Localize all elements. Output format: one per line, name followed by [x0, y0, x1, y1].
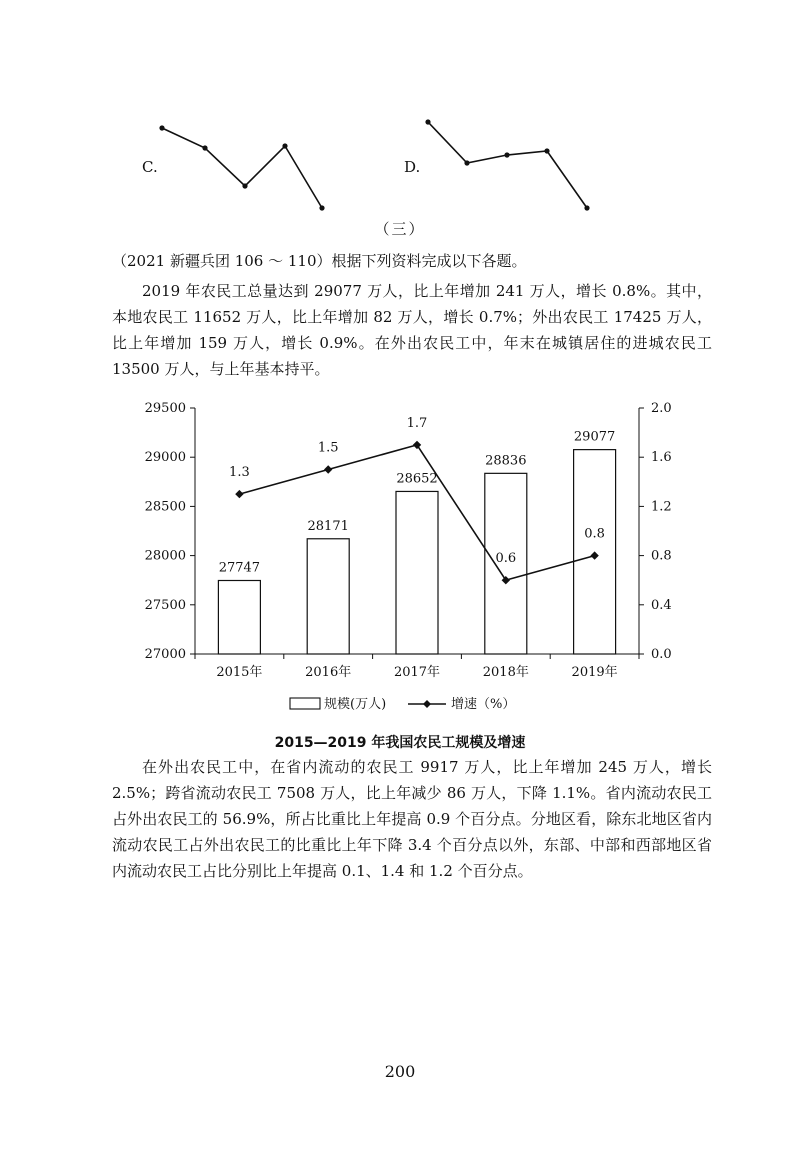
left-tick-label: 28000: [144, 548, 186, 564]
page-number: 200: [384, 1062, 416, 1081]
growth-value-label: 1.3: [229, 465, 250, 481]
right-tick-label: 0.0: [651, 647, 672, 662]
growth-point: [324, 465, 332, 473]
left-tick-label: 27500: [144, 597, 186, 613]
right-tick-label: 0.8: [651, 548, 672, 564]
growth-value-label: 0.8: [584, 526, 605, 542]
left-tick-label: 28500: [144, 499, 186, 515]
section-title: （三）: [374, 220, 426, 238]
option-c-point: [202, 145, 207, 150]
option-c-label: C.: [142, 158, 158, 176]
x-tick-label: 2015年: [216, 665, 263, 680]
option-d-label: D.: [404, 158, 421, 176]
growth-value-label: 1.5: [317, 440, 339, 456]
bar-value-label: 28836: [485, 453, 527, 469]
bar: [218, 580, 260, 654]
right-tick-label: 1.2: [651, 499, 672, 515]
growth-value-label: 0.6: [495, 551, 517, 567]
option-d-point: [425, 119, 430, 124]
option-c-point: [159, 125, 164, 130]
x-tick-label: 2018年: [482, 665, 529, 680]
legend-bar-swatch: [290, 698, 320, 709]
legend-line-marker: [423, 700, 431, 708]
option-d-point: [544, 148, 549, 153]
right-tick-label: 2.0: [651, 401, 672, 416]
option-c-point: [242, 183, 247, 188]
growth-point: [413, 441, 421, 449]
option-d-line: [428, 122, 587, 208]
option-line-sketches: [0, 0, 800, 230]
left-tick-label: 29500: [144, 401, 186, 416]
option-d-point: [464, 160, 469, 165]
paragraph-2: [112, 754, 712, 884]
legend-line-label: 增速（%）: [451, 697, 516, 712]
option-c-point: [319, 205, 324, 210]
option-d-point: [584, 205, 589, 210]
chart-title: 2015—2019 年我国农民工规模及增速: [274, 735, 526, 751]
bar-value-label: 27747: [218, 560, 261, 576]
option-d-point: [504, 152, 509, 157]
paragraph-1-text: 2019 年农民工总量达到 29077 万人，比上年增加 241 万人，增长 0.8%。其中，本地农民工 11652 万人，比上年增加 82 万人，增长 0.7%；外出农民工 17425 万人，比上年增加 159 万人，增长 0.9%。在外出农民工中，年末在城镇居住的进城农民工 13500 万人，与上年基本持平。: [112, 282, 712, 378]
bar: [307, 539, 349, 654]
bar-value-label: 28652: [396, 471, 438, 487]
paragraph-1: [112, 278, 712, 382]
option-c-line: [162, 128, 322, 208]
growth-value-label: 1.7: [406, 415, 428, 431]
left-tick-label: 27000: [144, 647, 186, 662]
growth-point: [235, 490, 243, 498]
left-tick-label: 29000: [144, 450, 186, 466]
paragraph-2-text: 在外出农民工中，在省内流动的农民工 9917 万人，比上年增加 245 万人，增长 2.5%；跨省流动农民工 7508 万人，比上年减少 86 万人，下降 1.1%。省内流动农民工占外出农民工的 56.9%，所占比重比上年提高 0.9 个百分点。分地区看，除东北地区省内流动农民工占外出农民工的比重比上年下降 3.4 个百分点以外，东部、中部和西部地区省内流动农民工占比分别比上年提高 0.1、1.4 和 1.2 个百分点。: [112, 758, 712, 880]
x-tick-label: 2017年: [393, 665, 441, 680]
right-tick-label: 1.6: [651, 450, 672, 466]
legend-bar-label: 规模(万人): [324, 697, 387, 712]
bar: [396, 491, 438, 654]
bar-value-label: 28171: [307, 518, 349, 534]
x-tick-label: 2016年: [305, 665, 352, 680]
option-c-point: [282, 143, 287, 148]
question-intro: （2021 新疆兵团 106 ～ 110）根据下列资料完成以下各题。: [112, 252, 527, 270]
bar-value-label: 29077: [573, 429, 616, 445]
x-tick-label: 2019年: [571, 665, 618, 680]
right-tick-label: 0.4: [651, 597, 672, 613]
workers-chart: [112, 398, 712, 723]
